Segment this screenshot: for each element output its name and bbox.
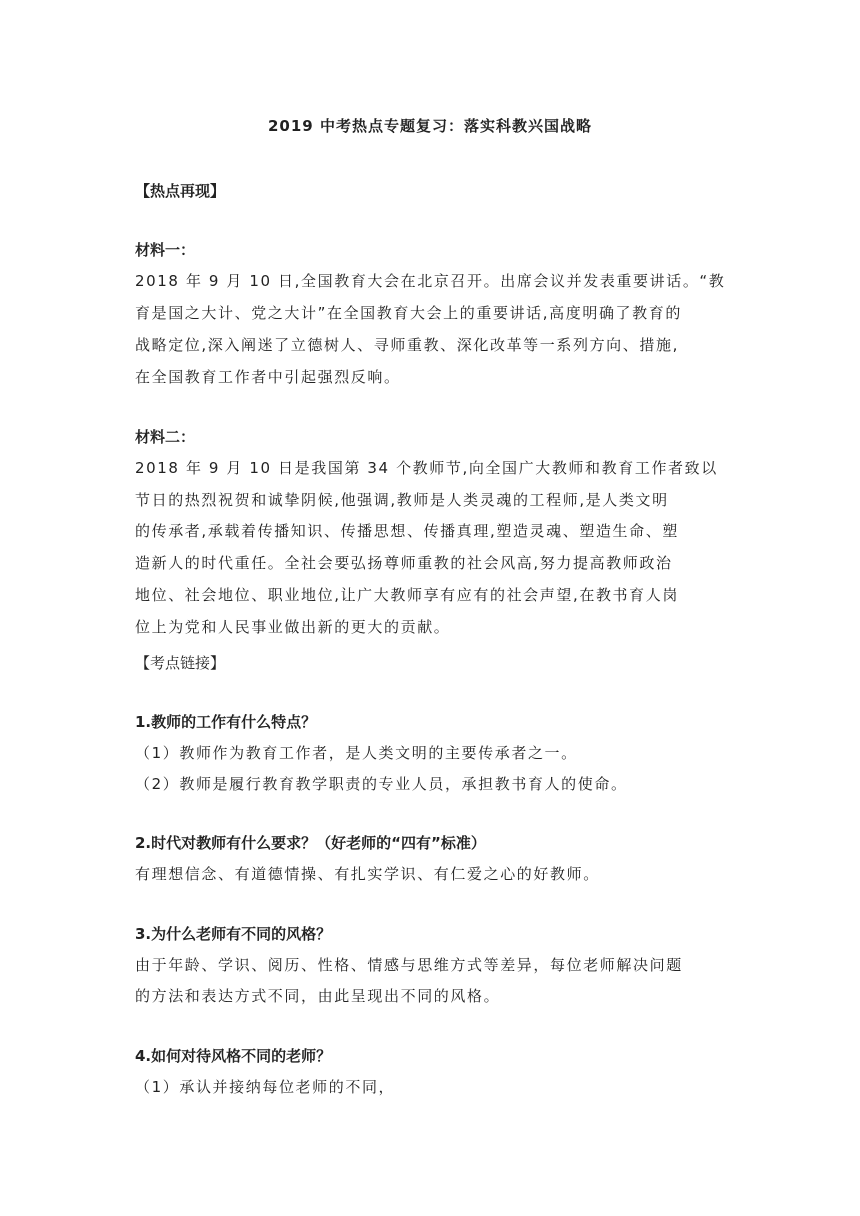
material-one-heading: 材料一： xyxy=(135,241,196,259)
question-four-heading: 4.如何对待风格不同的老师？ xyxy=(135,1047,332,1065)
question-four-line: （1）承认并接纳每位老师的不同， xyxy=(135,1078,396,1096)
question-one-line: （1）教师作为教育工作者，是人类文明的主要传承者之一。 xyxy=(135,744,578,762)
material-two-line: 2018 年 9 月 10 日是我国第 34 个教师节,向全国广大教师和教育工作者致以 xyxy=(135,459,718,477)
material-one-line: 在全国教育工作者中引起强烈反响。 xyxy=(135,368,401,386)
question-one-line: （2）教师是履行教育教学职责的专业人员，承担教书育人的使命。 xyxy=(135,775,628,793)
question-three-line: 由于年龄、学识、阅历、性格、情感与思维方式等差异，每位老师解决问题 xyxy=(135,956,683,974)
question-three-heading: 3.为什么老师有不同的风格？ xyxy=(135,925,332,943)
material-one-line: 育是国之大计、党之大计”在全国教育大会上的重要讲话,高度明确了教育的 xyxy=(135,304,682,322)
material-two-line: 的传承者,承载着传播知识、传播思想、传播真理,塑造灵魂、塑造生命、塑 xyxy=(135,522,679,540)
material-one-line: 2018 年 9 月 10 日,全国教育大会在北京召开。出席会议并发表重要讲话。“教 xyxy=(135,272,726,290)
material-one-line: 战略定位,深入阐迷了立德树人、寻师重教、深化改革等一系列方向、措施, xyxy=(135,336,679,354)
material-two-line: 造新人的时代重任。全社会要弘扬尊师重教的社会风高,努力提高教师政治 xyxy=(135,554,673,572)
section-heading-hotspot: 【热点再现】 xyxy=(135,182,226,200)
material-two-line: 位上为党和人民事业做出新的更大的贡献。 xyxy=(135,618,451,636)
question-one-heading: 1.教师的工作有什么特点？ xyxy=(135,713,317,731)
question-three-line: 的方法和表达方式不同，由此呈现出不同的风格。 xyxy=(135,987,501,1005)
section-heading-exam-points: 【考点链接】 xyxy=(135,654,226,672)
material-two-line: 节日的热烈祝贺和诚挚阴候,他强调,教师是人类灵魂的工程师,是人类文明 xyxy=(135,491,669,509)
material-two-heading: 材料二： xyxy=(135,428,196,446)
material-two-line: 地位、社会地位、职业地位,让广大教师享有应有的社会声望,在教书育人岗 xyxy=(135,586,679,604)
question-two-line: 有理想信念、有道德情操、有扎实学识、有仁爱之心的好教师。 xyxy=(135,865,600,883)
document-title: 2019 中考热点专题复习：落实科教兴国战略 xyxy=(268,117,592,135)
question-two-heading: 2.时代对教师有什么要求？（好老师的“四有”标准） xyxy=(135,834,486,852)
